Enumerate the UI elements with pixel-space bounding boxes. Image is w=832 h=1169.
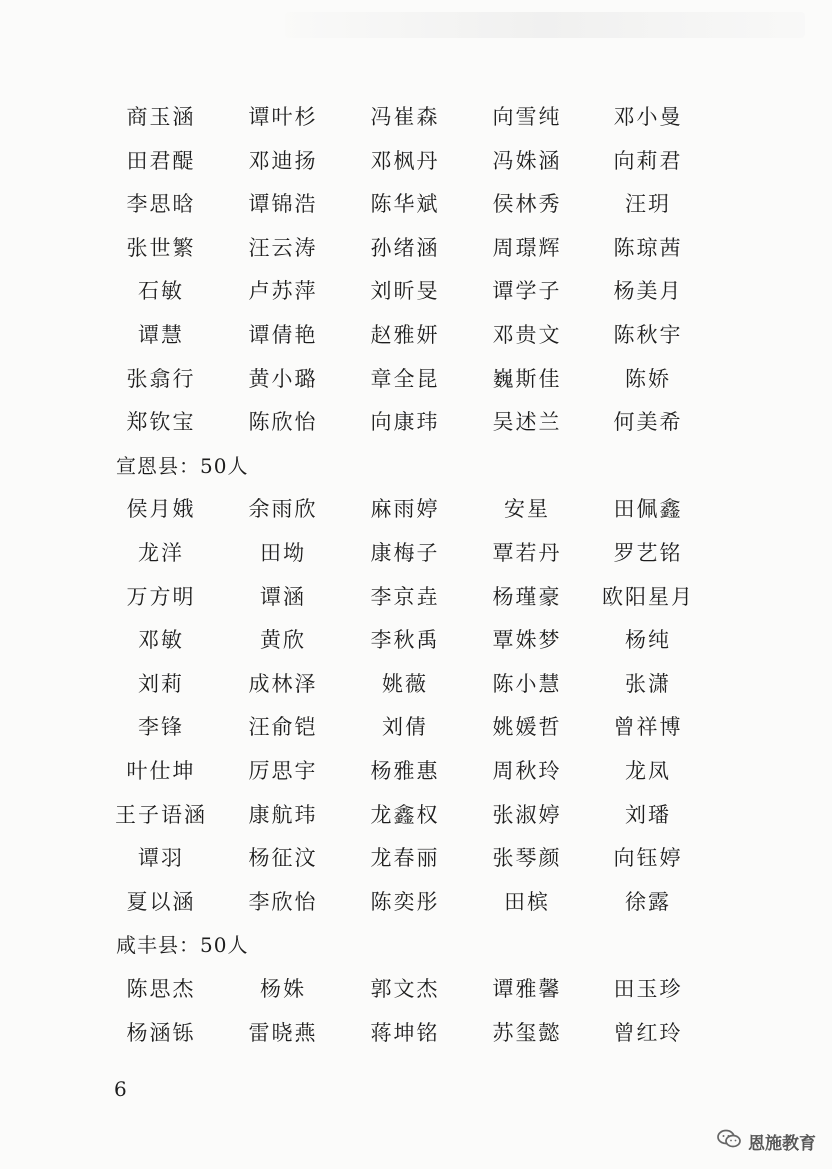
name-row — [0, 233, 832, 263]
name-row — [0, 625, 832, 655]
wechat-icon — [716, 1128, 742, 1155]
person-name: 张淑婷 — [492, 802, 562, 827]
name-row — [0, 494, 832, 524]
person-name: 余雨欣 — [248, 497, 318, 522]
person-name: 杨征汶 — [248, 846, 318, 871]
person-name: 郭文杰 — [370, 977, 440, 1001]
person-name: 郑钦宝 — [126, 410, 196, 435]
person-name: 王子语涵 — [115, 802, 207, 827]
person-name: 龙洋 — [138, 541, 184, 565]
person-name: 龙春丽 — [370, 846, 440, 871]
name-row — [0, 843, 832, 873]
county-heading: 咸丰县：50人 — [116, 933, 249, 958]
person-name: 李欣怡 — [248, 889, 318, 914]
person-name: 刘昕旻 — [370, 279, 440, 304]
person-name: 陈琼茜 — [613, 235, 683, 260]
person-name: 章全昆 — [370, 366, 440, 391]
person-name: 向康玮 — [370, 410, 440, 435]
person-name: 康航玮 — [248, 802, 318, 827]
person-name: 汪俞铠 — [248, 715, 318, 740]
person-name: 田佩鑫 — [613, 497, 683, 522]
person-name: 张世繁 — [126, 235, 196, 260]
person-name: 杨涵铄 — [126, 1020, 196, 1045]
person-name: 周秋玲 — [492, 759, 562, 783]
name-row — [0, 887, 832, 917]
person-name: 汪云涛 — [248, 235, 318, 260]
name-row — [0, 669, 832, 699]
name-row — [0, 582, 832, 612]
person-name: 吴述兰 — [492, 410, 562, 435]
person-name: 刘倩 — [382, 715, 428, 740]
person-name: 冯姝涵 — [492, 148, 562, 173]
person-name: 覃若丹 — [492, 541, 562, 565]
person-name: 张琴颜 — [492, 846, 562, 871]
name-row — [0, 407, 832, 437]
person-name: 谭倩艳 — [248, 323, 318, 347]
person-name: 田君醍 — [126, 148, 196, 173]
person-name: 李秋禹 — [370, 628, 440, 653]
person-name: 孙绪涵 — [370, 235, 440, 260]
name-row — [0, 1018, 832, 1048]
person-name: 谭慧 — [138, 323, 184, 347]
person-name: 商玉涵 — [126, 105, 196, 129]
person-name: 陈小慧 — [492, 671, 562, 696]
person-name: 曾红玲 — [613, 1020, 683, 1045]
person-name: 向莉君 — [613, 148, 683, 173]
person-name: 田玉珍 — [613, 977, 683, 1001]
name-row — [0, 146, 832, 176]
name-row — [0, 320, 832, 350]
person-name: 谭锦浩 — [248, 192, 318, 217]
person-name: 蒋坤铭 — [370, 1020, 440, 1045]
person-name: 张翕行 — [126, 366, 196, 391]
watermark — [716, 1128, 816, 1155]
person-name: 侯月娥 — [126, 497, 196, 522]
person-name: 陈娇 — [625, 366, 671, 391]
person-name: 赵雅妍 — [370, 323, 440, 347]
person-name: 田槟 — [504, 889, 550, 914]
scan-shadow — [285, 12, 805, 38]
person-name: 谭学子 — [492, 279, 562, 304]
person-name: 邓枫丹 — [370, 148, 440, 173]
page-number: 6 — [114, 1077, 127, 1101]
person-name: 李思晗 — [126, 192, 196, 217]
person-name: 叶仕坤 — [126, 759, 196, 783]
person-name: 杨瑾豪 — [492, 584, 562, 609]
person-name: 汪玥 — [625, 192, 671, 217]
name-row — [0, 974, 832, 1004]
person-name: 杨美月 — [613, 279, 683, 304]
person-name: 陈奕彤 — [370, 889, 440, 914]
person-name: 李京垚 — [370, 584, 440, 609]
person-name: 杨纯 — [625, 628, 671, 653]
person-name: 周璟辉 — [492, 235, 562, 260]
person-name: 向雪纯 — [492, 105, 562, 129]
person-name: 邓迪扬 — [248, 148, 318, 173]
person-name: 巍斯佳 — [492, 366, 562, 391]
person-name: 杨雅惠 — [370, 759, 440, 783]
name-row — [0, 189, 832, 219]
person-name: 夏以涵 — [126, 889, 196, 914]
person-name: 石敏 — [138, 279, 184, 304]
person-name: 刘莉 — [138, 671, 184, 696]
person-name: 陈思杰 — [126, 977, 196, 1001]
name-row — [0, 756, 832, 786]
person-name: 麻雨婷 — [370, 497, 440, 522]
person-name: 田坳 — [260, 541, 306, 565]
person-name: 陈秋宇 — [613, 323, 683, 347]
person-name: 黄欣 — [260, 628, 306, 653]
person-name: 向钰婷 — [613, 846, 683, 871]
name-row — [0, 712, 832, 742]
person-name: 姚媛哲 — [492, 715, 562, 740]
person-name: 李锋 — [138, 715, 184, 740]
name-row — [0, 364, 832, 394]
person-name: 雷晓燕 — [248, 1020, 318, 1045]
name-row — [0, 102, 832, 132]
person-name: 徐露 — [625, 889, 671, 914]
person-name: 覃姝梦 — [492, 628, 562, 653]
person-name: 陈华斌 — [370, 192, 440, 217]
person-name: 欧阳星月 — [602, 584, 694, 609]
person-name: 苏玺懿 — [492, 1020, 562, 1045]
person-name: 侯林秀 — [492, 192, 562, 217]
person-name: 冯崔森 — [370, 105, 440, 129]
person-name: 曾祥博 — [613, 715, 683, 740]
person-name: 邓小曼 — [613, 105, 683, 129]
person-name: 刘璠 — [625, 802, 671, 827]
name-row — [0, 538, 832, 568]
name-row — [0, 276, 832, 306]
person-name: 厉思宇 — [248, 759, 318, 783]
person-name: 谭涵 — [260, 584, 306, 609]
person-name: 邓敏 — [138, 628, 184, 653]
person-name: 张潇 — [625, 671, 671, 696]
person-name: 黄小璐 — [248, 366, 318, 391]
person-name: 陈欣怡 — [248, 410, 318, 435]
county-heading: 宣恩县：50人 — [116, 453, 249, 478]
person-name: 卢苏萍 — [248, 279, 318, 304]
person-name: 罗艺铭 — [613, 541, 683, 565]
person-name: 康梅子 — [370, 541, 440, 565]
name-row — [0, 800, 832, 830]
person-name: 龙鑫权 — [370, 802, 440, 827]
person-name: 邓贵文 — [492, 323, 562, 347]
person-name: 安星 — [504, 497, 550, 522]
person-name: 万方明 — [126, 584, 196, 609]
person-name: 杨姝 — [260, 977, 306, 1001]
person-name: 龙凤 — [625, 759, 671, 783]
person-name: 谭叶杉 — [248, 105, 318, 129]
person-name: 谭羽 — [138, 846, 184, 871]
person-name: 成林泽 — [248, 671, 318, 696]
watermark-label: 恩施教育 — [748, 1134, 816, 1154]
person-name: 何美希 — [613, 410, 683, 435]
person-name: 谭雅馨 — [492, 977, 562, 1001]
person-name: 姚薇 — [382, 671, 428, 696]
